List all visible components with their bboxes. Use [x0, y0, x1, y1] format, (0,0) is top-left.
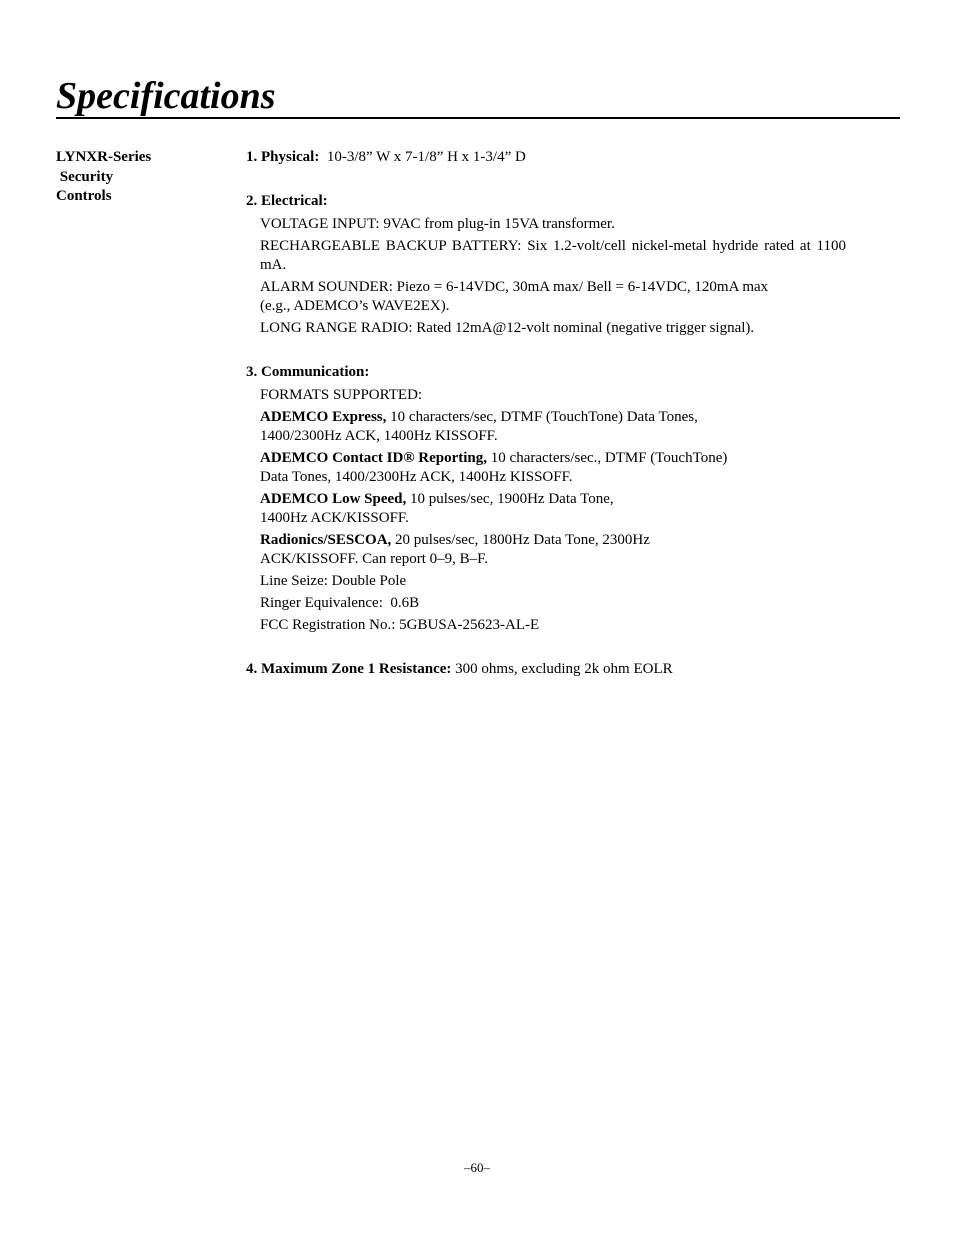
alarm-sounder-line: (e.g., ADEMCO’s WAVE2EX). [260, 298, 450, 314]
format-name: ADEMCO Express, [260, 409, 387, 425]
side-label-line: Security [56, 168, 114, 185]
fcc-registration: FCC Registration No.: 5GBUSA-25623-AL-E [260, 617, 540, 633]
zone-resistance-heading: 4. Maximum Zone 1 Resistance: [246, 661, 452, 677]
format-detail: 1400Hz ACK/KISSOFF. [260, 510, 409, 526]
format-detail: 10 characters/sec, DTMF (TouchTone) Data Tones, [386, 409, 698, 425]
communication-section [246, 363, 846, 635]
format-detail: 1400/2300Hz ACK, 1400Hz KISSOFF. [260, 428, 498, 444]
voltage-input: VOLTAGE INPUT: 9VAC from plug-in 15VA transformer. [260, 216, 615, 232]
formats-supported: FORMATS SUPPORTED: [260, 387, 423, 403]
zone-resistance-text: 300 ohms, excluding 2k ohm EOLR [451, 661, 673, 677]
electrical-heading: 2. Electrical: [246, 193, 328, 209]
page-number: –60– [464, 1160, 490, 1175]
side-label-line: Controls [56, 188, 112, 204]
physical-section [246, 148, 846, 167]
zone-resistance-section [246, 660, 846, 679]
ringer-equivalence: Ringer Equivalence: 0.6B [260, 595, 420, 611]
spec-content [246, 148, 846, 679]
title-rule [56, 117, 900, 119]
alarm-sounder [260, 278, 846, 316]
format-low-speed [260, 490, 846, 528]
format-name: Radionics/SESCOA, [260, 532, 392, 548]
page-title: Specifications [56, 75, 276, 117]
format-detail: 10 pulses/sec, 1900Hz Data Tone, [406, 491, 614, 507]
format-contact-id [260, 449, 846, 487]
format-name: ADEMCO Contact ID® Reporting, [260, 450, 488, 466]
side-label-line: LYNXR-Series [56, 149, 152, 165]
backup-battery: RECHARGEABLE BACKUP BATTERY: Six 1.2-volt/cell nickel-metal hydride rated at 1100 mA. [260, 238, 846, 273]
alarm-sounder-line: ALARM SOUNDER: Piezo = 6-14VDC, 30mA max/ Bell = 6-14VDC, 120mA max [260, 279, 769, 295]
format-detail: 20 pulses/sec, 1800Hz Data Tone, 2300Hz [391, 532, 650, 548]
line-seize: Line Seize: Double Pole [260, 573, 407, 589]
side-label [56, 148, 226, 207]
communication-heading: 3. Communication: [246, 364, 370, 380]
format-ademco-express [260, 408, 846, 446]
physical-heading: 1. Physical: [246, 149, 320, 165]
format-radionics [260, 531, 846, 569]
format-detail: ACK/KISSOFF. Can report 0–9, B–F. [260, 551, 489, 567]
format-detail: Data Tones, 1400/2300Hz ACK, 1400Hz KISSOFF. [260, 469, 573, 485]
format-name: ADEMCO Low Speed, [260, 491, 407, 507]
long-range-radio: LONG RANGE RADIO: Rated 12mA@12-volt nominal (negative trigger signal). [260, 320, 755, 336]
format-detail: 10 characters/sec., DTMF (TouchTone) [487, 450, 728, 466]
electrical-section [246, 192, 846, 338]
physical-text: 10-3/8” W x 7-1/8” H x 1-3/4” D [326, 149, 526, 165]
